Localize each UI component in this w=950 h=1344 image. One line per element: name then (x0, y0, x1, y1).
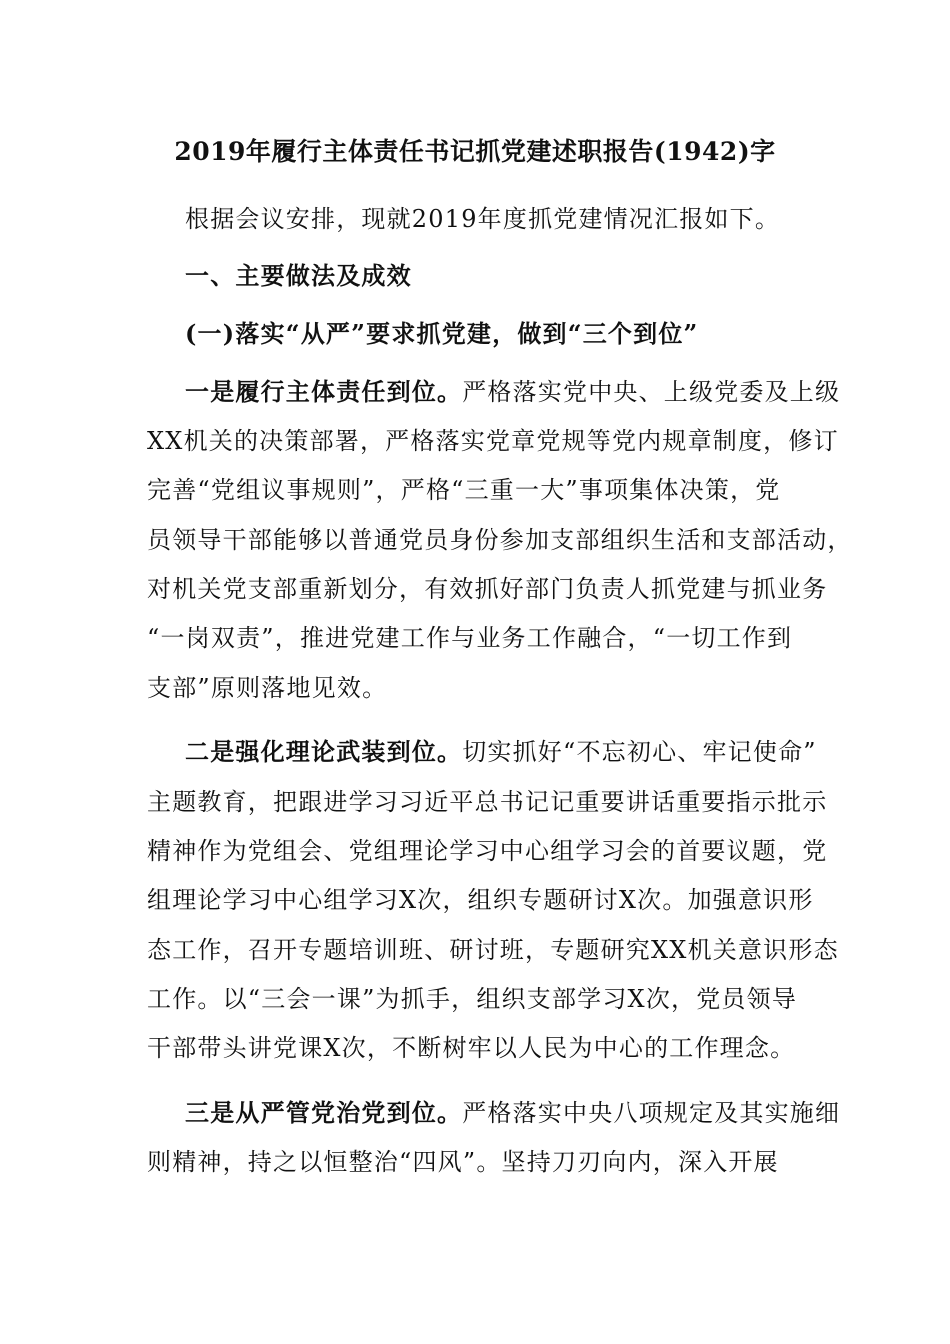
paragraph-lead: 三是从严管党治党到位。 (185, 1098, 463, 1127)
paragraph-line: XX机关的决策部署，严格落实党章党规等党内规章制度，修订 (147, 427, 839, 455)
paragraph-line: 对机关党支部重新划分，有效抓好部门负责人抓党建与抓业务 (147, 575, 828, 603)
paragraph-line: 完善“党组议事规则”，严格“三重一大”事项集体决策，党 (147, 476, 781, 504)
paragraph-line (185, 732, 845, 772)
section-heading-text: 一、主要做法及成效 (185, 261, 412, 290)
paragraph-lead: 二是强化理论武装到位。 (185, 737, 463, 766)
section-heading (185, 256, 845, 296)
subsection-heading (185, 314, 845, 354)
paragraph-line: 干部带头讲党课X次，不断树牢以人民为中心的工作理念。 (147, 1034, 796, 1062)
paragraph-text: 严格落实党中央、上级党委及上级 (462, 378, 841, 406)
paragraph-line: 精神作为党组会、党组理论学习中心组学习会的首要议题，党 (147, 837, 828, 865)
document-title: 2019年履行主体责任书记抓党建述职报告(1942)字 (174, 137, 776, 166)
paragraph-line (185, 372, 845, 412)
intro-paragraph: 根据会议安排，现就2019年度抓党建情况汇报如下。 (185, 205, 781, 233)
paragraph-line: 态工作，召开专题培训班、研讨班，专题研究XX机关意识形态 (147, 936, 839, 964)
paragraph-line: 工作。以“三会一课”为抓手，组织支部学习X次，党员领导 (147, 985, 798, 1013)
subsection-heading-text: (一)落实“从严”要求抓党建，做到“三个到位” (185, 319, 699, 348)
paragraph-lead: 一是履行主体责任到位。 (185, 377, 463, 406)
paragraph-line (185, 1093, 845, 1133)
paragraph-line: 员领导干部能够以普通党员身份参加支部组织生活和支部活动， (147, 526, 853, 554)
paragraph-line: 则精神，持之以恒整治“四风”。坚持刀刃向内，深入开展 (147, 1148, 779, 1176)
paragraph-text: 严格落实中央八项规定及其实施细 (462, 1099, 841, 1127)
paragraph-line: 主题教育，把跟进学习习近平总书记记重要讲话重要指示批示 (147, 788, 828, 816)
paragraph-line: 组理论学习中心组学习X次，组织专题研讨X次。加强意识形 (147, 886, 814, 914)
paragraph-text: 切实抓好“不忘初心、牢记使命” (462, 738, 817, 766)
paragraph-line: “一岗双责”，推进党建工作与业务工作融合，“一切工作到 (147, 624, 793, 652)
paragraph-line: 支部”原则落地见效。 (147, 674, 388, 702)
